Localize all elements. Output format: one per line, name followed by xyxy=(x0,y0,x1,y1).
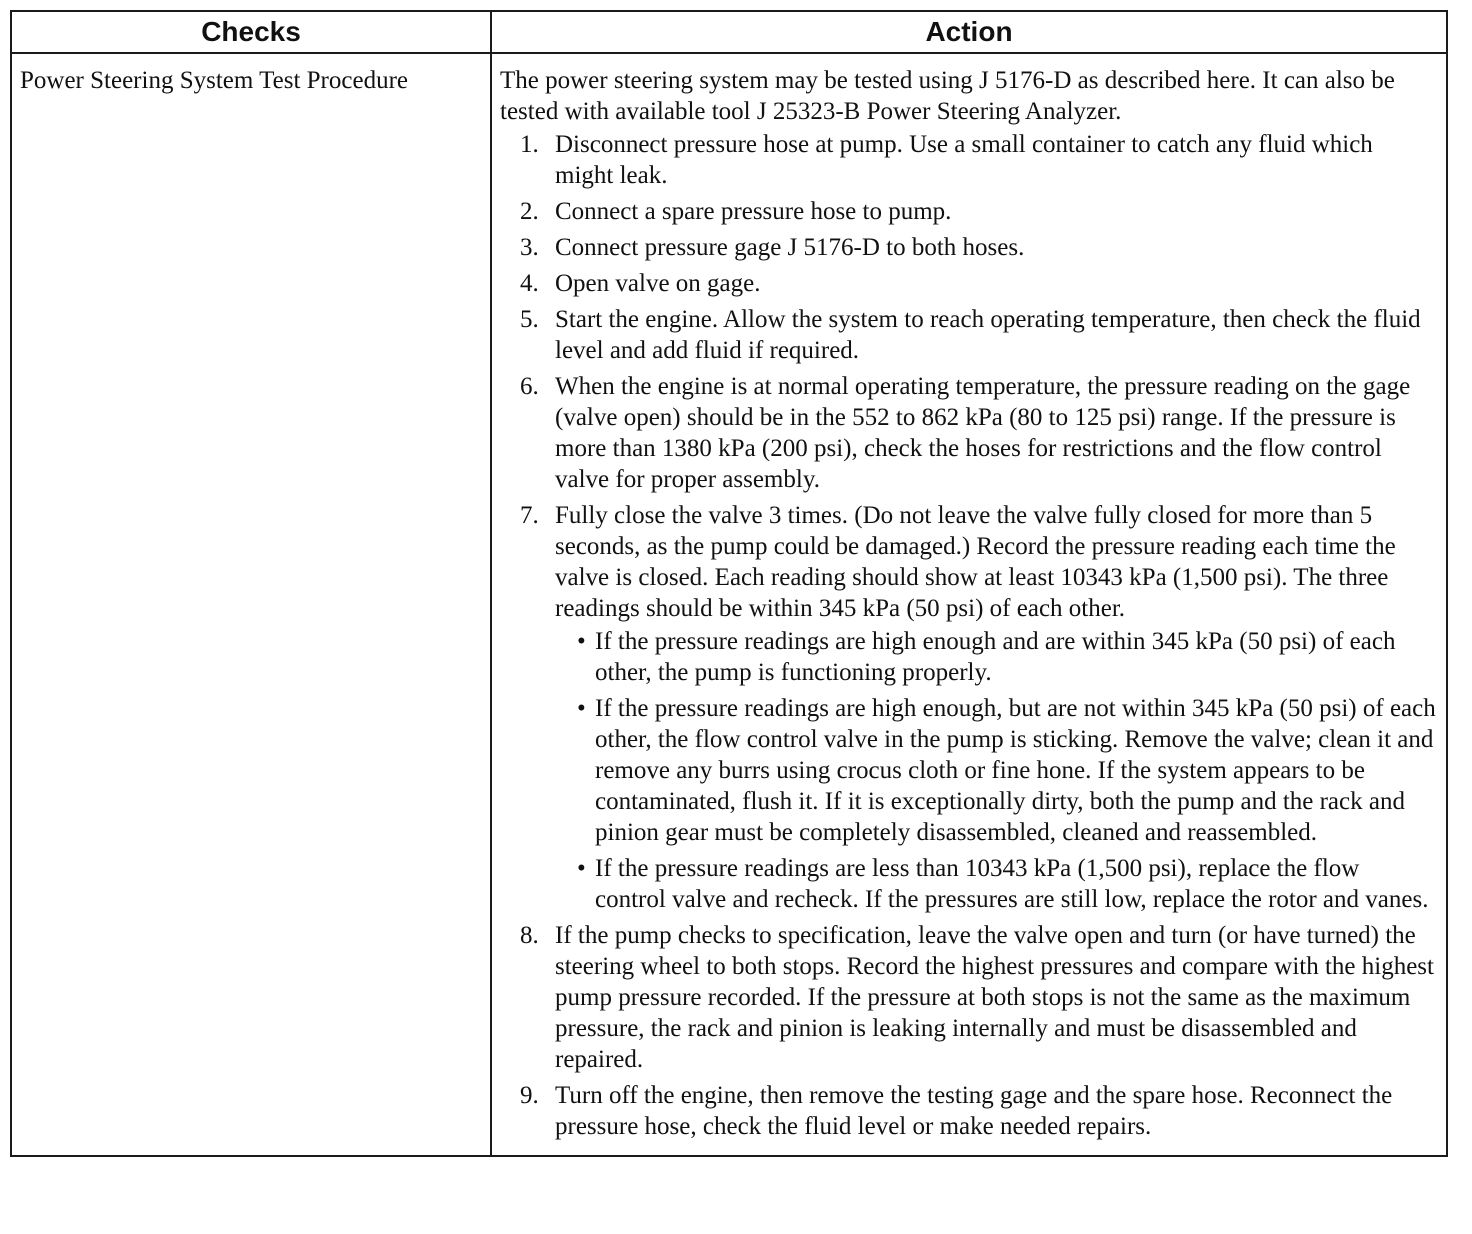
step-number: 9. xyxy=(520,1082,539,1109)
check-item: Power Steering System Test Procedure xyxy=(11,53,491,1156)
step-number: 3. xyxy=(520,234,539,261)
bullet-text: If the pressure readings are less than 10343 kPa (1,500 psi), replace the flow control valve and recheck. If the pressures are still low, replace the rotor and vanes. xyxy=(595,855,1429,913)
step-5 xyxy=(500,304,1436,366)
step-4 xyxy=(500,268,1436,299)
table-row xyxy=(11,53,1447,1156)
steps-list xyxy=(500,129,1436,1142)
step-text: Fully close the valve 3 times. (Do not leave the valve fully closed for more than 5 seconds, as the pump could be damaged.) Record the pressure reading each time the valve is closed. Each reading should show at least 10343 kPa (1,500 psi). The three readings should be within 345 kPa (50 psi) of each other. xyxy=(555,502,1396,622)
step-number: 1. xyxy=(520,131,539,158)
bullet-text: If the pressure readings are high enough, but are not within 345 kPa (50 psi) of each other, the flow control valve in the pump is sticking. Remove the valve; clean it and remove any burrs using crocus cloth or fine hone. If the system appears to be contaminated, flush it. If it is exceptionally dirty, both the pump and the rack and pinion gear must be completely disassembled, cleaned and reassembled. xyxy=(595,695,1436,846)
step-7 xyxy=(500,500,1436,915)
step-1 xyxy=(500,129,1436,191)
action-cell xyxy=(491,53,1447,1156)
step-3 xyxy=(500,232,1436,263)
action-intro: The power steering system may be tested using J 5176-D as described here. It can also be tested with available tool J 25323-B Power Steering Analyzer. xyxy=(500,67,1395,125)
step-8 xyxy=(500,920,1436,1075)
bullet-item xyxy=(555,626,1436,688)
bullet-icon: • xyxy=(577,695,586,722)
checks-header: Checks xyxy=(11,11,491,53)
step-2 xyxy=(500,196,1436,227)
bullet-text: If the pressure readings are high enough and are within 345 kPa (50 psi) of each other, the pump is functioning properly. xyxy=(595,628,1396,686)
step-number: 5. xyxy=(520,306,539,333)
step-text: Connect a spare pressure hose to pump. xyxy=(555,198,952,225)
bullet-icon: • xyxy=(577,855,586,882)
header-row xyxy=(11,11,1447,53)
bullet-item xyxy=(555,693,1436,848)
step-text: Disconnect pressure hose at pump. Use a small container to catch any fluid which might leak. xyxy=(555,131,1373,189)
step-number: 2. xyxy=(520,198,539,225)
step-text: Connect pressure gage J 5176-D to both hoses. xyxy=(555,234,1025,261)
step-text: Open valve on gage. xyxy=(555,270,761,297)
step-text: If the pump checks to specification, leave the valve open and turn (or have turned) the steering wheel to both stops. Record the highest pressures and compare with the highest pump pressure recorded. If the pressure at both stops is not the same as the maximum pressure, the rack and pinion is leaking internally and must be disassembled and repaired. xyxy=(555,922,1434,1073)
step-text: When the engine is at normal operating temperature, the pressure reading on the gage (valve open) should be in the 552 to 862 kPa (80 to 125 psi) range. If the pressure is more than 1380 kPa (200 psi), check the hoses for restrictions and the flow control valve for proper assembly. xyxy=(555,373,1411,493)
step-7-bullets xyxy=(555,626,1436,915)
bullet-icon: • xyxy=(577,628,586,655)
step-number: 7. xyxy=(520,502,539,529)
step-9 xyxy=(500,1080,1436,1142)
procedure-table xyxy=(10,10,1448,1157)
step-number: 6. xyxy=(520,373,539,400)
step-number: 4. xyxy=(520,270,539,297)
bullet-item xyxy=(555,853,1436,915)
step-text: Start the engine. Allow the system to reach operating temperature, then check the fluid level and add fluid if required. xyxy=(555,306,1421,364)
action-header: Action xyxy=(491,11,1447,53)
step-text: Turn off the engine, then remove the testing gage and the spare hose. Reconnect the pressure hose, check the fluid level or make needed repairs. xyxy=(555,1082,1393,1140)
step-6 xyxy=(500,371,1436,495)
step-number: 8. xyxy=(520,922,539,949)
